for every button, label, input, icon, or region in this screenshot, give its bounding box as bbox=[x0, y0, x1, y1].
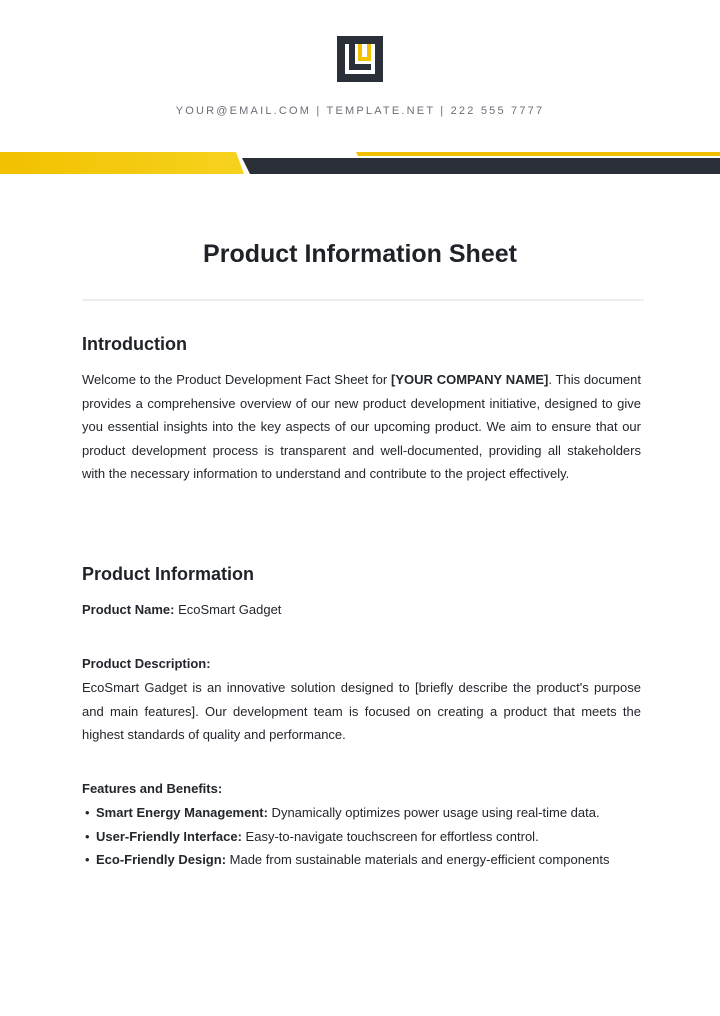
company-name-placeholder: [YOUR COMPANY NAME] bbox=[391, 372, 549, 387]
intro-text-before: Welcome to the Product Development Fact Sheet for bbox=[82, 372, 392, 387]
logo-mark-icon bbox=[337, 36, 383, 82]
bullet-icon: • bbox=[85, 828, 90, 844]
band-dark-right bbox=[242, 158, 720, 174]
band-yellow-thin bbox=[356, 152, 720, 156]
features-label: Features and Benefits: bbox=[82, 781, 223, 796]
bullet-icon: • bbox=[85, 852, 90, 867]
header-decorative-band bbox=[0, 150, 720, 176]
product-description-label: Product Description: bbox=[82, 656, 211, 671]
product-name-line bbox=[82, 600, 641, 620]
feature-text: Made from sustainable materials and energy-efficient components bbox=[226, 852, 610, 867]
introduction-paragraph bbox=[82, 368, 641, 486]
product-name-label: Product Name: bbox=[82, 602, 175, 617]
bullet-icon: • bbox=[85, 805, 90, 820]
company-logo bbox=[337, 36, 383, 82]
feature-title: Smart Energy Management: bbox=[96, 805, 268, 820]
title-divider bbox=[82, 299, 644, 301]
feature-text: Dynamically optimizes power usage using real-time data. bbox=[267, 805, 600, 820]
feature-title: User-Friendly Interface: bbox=[96, 828, 242, 844]
product-description-text: EcoSmart Gadget is an innovative solution designed to [briefly describe the product's purpose and main features]. Our development team is focused on creating a product that meets the highest standards of quality and performance. bbox=[82, 680, 641, 742]
features-list bbox=[82, 801, 627, 872]
product-information-heading: Product Information bbox=[82, 564, 254, 584]
intro-text-after: . This document provides a comprehensive overview of our new product development initiative, designed to give you essential insights into the key aspects of our upcoming product. We aim to ensure that our product development process is transparent and well-documented, providing all stakeholders with the necessary information to understand and contribute to the project effectively. bbox=[82, 372, 642, 481]
feature-item bbox=[82, 801, 627, 825]
band-yellow-left bbox=[0, 152, 244, 174]
page-title: Product Information Sheet bbox=[203, 240, 517, 268]
feature-item bbox=[82, 825, 627, 849]
contact-info: YOUR@EMAIL.COM | TEMPLATE.NET | 222 555 7777 bbox=[175, 105, 545, 117]
feature-text: Easy-to-navigate touchscreen for effortless control. bbox=[241, 828, 539, 844]
product-name-value: EcoSmart Gadget bbox=[174, 602, 282, 617]
feature-title: Eco-Friendly Design: bbox=[96, 852, 227, 867]
feature-item bbox=[82, 848, 627, 872]
introduction-heading: Introduction bbox=[82, 334, 187, 354]
